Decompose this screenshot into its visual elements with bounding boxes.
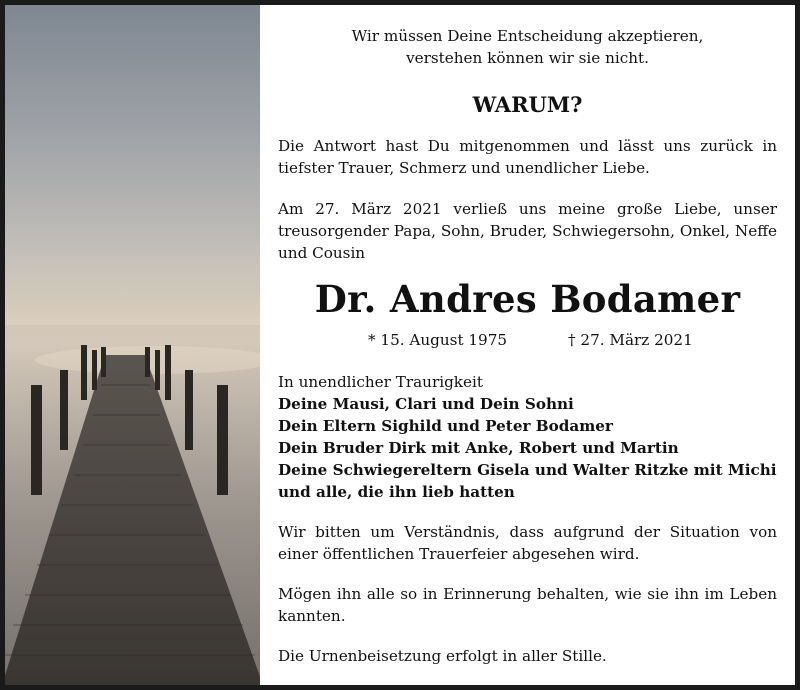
paragraph-burial: Die Urnenbeisetzung erfolgt in aller Stille.: [278, 647, 607, 665]
mourner-line: Deine Mausi, Clari und Dein Sohni: [278, 395, 574, 413]
mourner-line: Deine Schwiegereltern Gisela und Walter Ritzke mit Michi: [278, 461, 777, 479]
heading: WARUM?: [472, 92, 583, 117]
opening-line: verstehen können wir sie nicht.: [406, 49, 649, 67]
opening-lines: [278, 25, 777, 69]
mourner-line: Dein Bruder Dirk mit Anke, Robert und Martin: [278, 439, 679, 457]
mourner-line: Dein Eltern Sighild und Peter Bodamer: [278, 417, 613, 435]
mourners-list: [278, 371, 777, 503]
death-date: † 27. März 2021: [568, 331, 693, 349]
paragraph-funeral-note: Wir bitten um Verständnis, dass aufgrund der Situation von einer öffentlichen Trauerfeier abgesehen wird.: [278, 523, 777, 563]
paragraph-answer: Die Antwort hast Du mitgenommen und lässt uns zurück in tiefster Trauer, Schmerz und unendlicher Liebe.: [278, 137, 777, 177]
pier-illustration: [5, 5, 260, 685]
paragraph-memory: Mögen ihn alle so in Erinnerung behalten, wie sie ihn im Leben kannten.: [278, 585, 777, 625]
obituary-notice: [5, 5, 795, 685]
notice-text: [260, 5, 795, 685]
mourners-intro: In unendlicher Traurigkeit: [278, 373, 483, 391]
mourner-line: und alle, die ihn lieb hatten: [278, 483, 515, 501]
birth-date: * 15. August 1975: [368, 331, 508, 349]
opening-line: Wir müssen Deine Entscheidung akzeptieren,: [351, 27, 704, 45]
pier-photo: [5, 5, 260, 685]
paragraph-passing: Am 27. März 2021 verließ uns meine große Liebe, unser treusorgender Papa, Sohn, Bruder, Schwiegersohn, Onkel, Neffe und Cousin: [278, 200, 777, 262]
deceased-name: Dr. Andres Bodamer: [314, 277, 741, 321]
